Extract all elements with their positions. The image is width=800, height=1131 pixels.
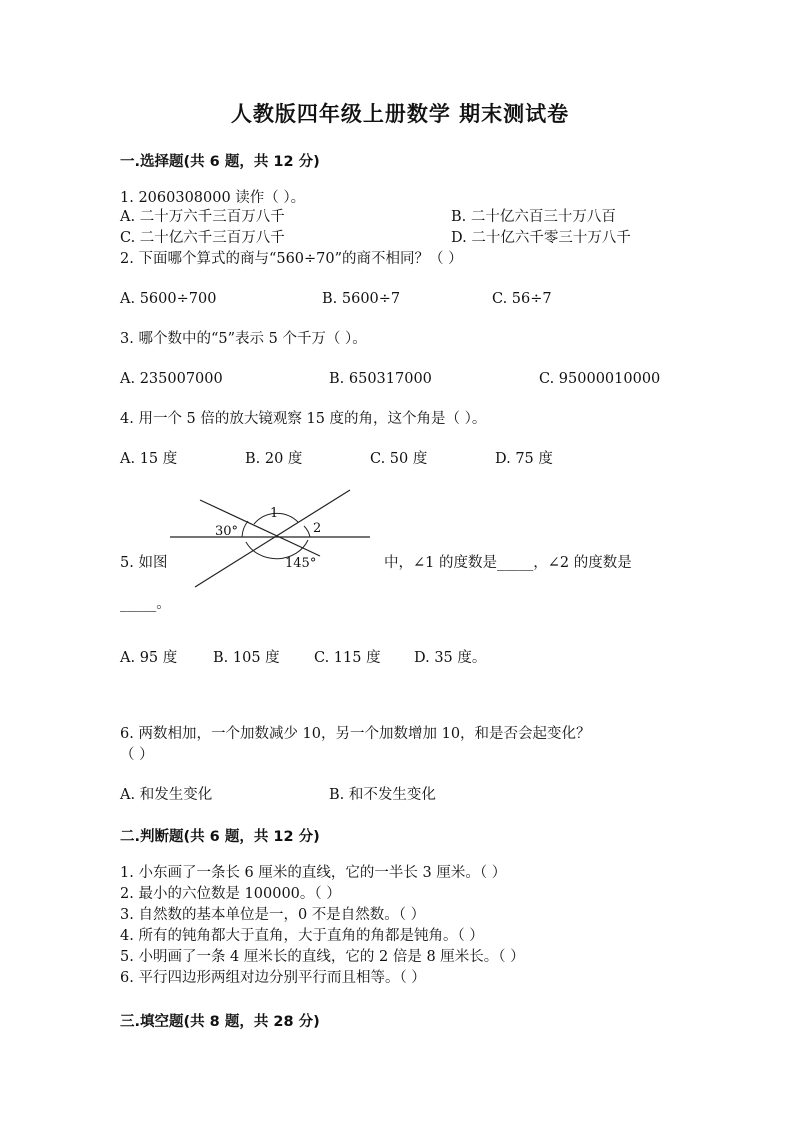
option-a: A. 15 度	[120, 451, 178, 467]
question-stem: 2. 下面哪个算式的商与“560÷70”的商不相同？（ ）	[120, 251, 463, 267]
section-heading-fill: 三.填空题(共 8 题，共 28 分)	[120, 1014, 320, 1030]
option-a: A. 5600÷700	[120, 291, 217, 307]
question-stem: 3. 哪个数中的“5”表示 5 个千万（ ）。	[120, 331, 367, 347]
option-c: C. 95000010000	[539, 371, 661, 387]
section-heading-choice: 一.选择题(共 6 题，共 12 分)	[120, 154, 320, 170]
option-d: D. 二十亿六千零三十万八千	[451, 230, 631, 246]
question-stem-tail: （ ）	[120, 747, 154, 763]
option-a: A. 和发生变化	[120, 787, 213, 803]
option-c: C. 115 度	[314, 650, 381, 666]
label-30: 30°	[215, 524, 239, 539]
question-stem-tail: _____。	[120, 596, 171, 612]
option-d: D. 35 度。	[414, 650, 487, 666]
question-stem-prefix: 5. 如图	[120, 555, 168, 571]
question-stem: 1. 2060308000 读作（ ）。	[120, 190, 306, 206]
option-b: B. 20 度	[245, 451, 303, 467]
page-title: 人教版四年级上册数学 期末测试卷	[230, 102, 570, 126]
angle-figure	[170, 482, 370, 592]
option-a: A. 二十万六千三百万八千	[120, 209, 285, 225]
arc-30	[242, 521, 248, 537]
option-c: C. 二十亿六千三百万八千	[120, 230, 285, 246]
label-1: 1	[270, 506, 279, 521]
option-b: B. 5600÷7	[322, 291, 401, 307]
label-145: 145°	[285, 556, 317, 571]
judge-item: 1. 小东画了一条长 6 厘米的直线，它的一半长 3 厘米。（ ）	[120, 865, 507, 881]
option-b: B. 和不发生变化	[329, 787, 436, 803]
judge-item: 5. 小明画了一条 4 厘米长的直线，它的 2 倍是 8 厘米长。（ ）	[120, 949, 525, 965]
judge-item: 3. 自然数的基本单位是一，0 不是自然数。（ ）	[120, 907, 426, 923]
option-a: A. 235007000	[120, 371, 223, 387]
judge-item: 4. 所有的钝角都大于直角，大于直角的角都是钝角。（ ）	[120, 928, 484, 944]
option-d: D. 75 度	[495, 451, 553, 467]
option-c: C. 56÷7	[492, 291, 552, 307]
section-heading-judge: 二.判断题(共 6 题，共 12 分)	[120, 829, 320, 845]
judge-item: 6. 平行四边形两组对边分别平行而且相等。（ ）	[120, 970, 426, 986]
judge-item: 2. 最小的六位数是 100000。（ ）	[120, 886, 341, 902]
question-stem-suffix: 中，∠1 的度数是_____，∠2 的度数是	[384, 555, 632, 571]
option-b: B. 650317000	[329, 371, 432, 387]
arc-2	[304, 526, 310, 537]
option-b: B. 二十亿六百三十万八百	[451, 209, 616, 225]
label-2: 2	[313, 521, 322, 536]
option-b: B. 105 度	[213, 650, 280, 666]
option-c: C. 50 度	[370, 451, 428, 467]
option-a: A. 95 度	[120, 650, 178, 666]
question-stem: 4. 用一个 5 倍的放大镜观察 15 度的角，这个角是（ ）。	[120, 411, 487, 427]
question-stem: 6. 两数相加，一个加数减少 10，另一个加数增加 10，和是否会起变化？	[120, 726, 591, 742]
